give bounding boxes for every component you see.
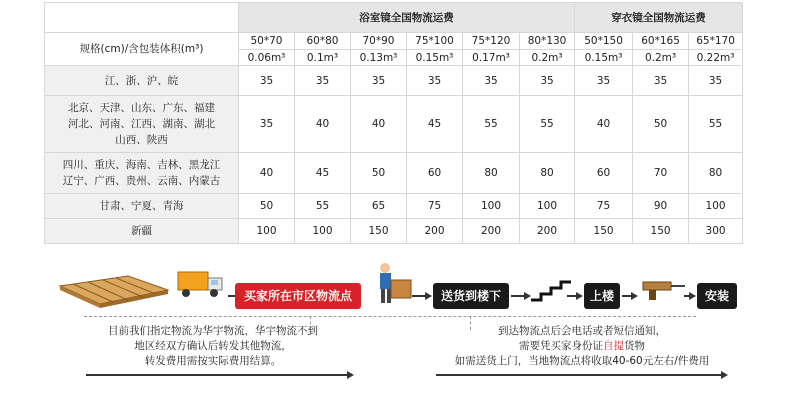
size-cell: 75*100 — [407, 33, 463, 50]
price-cell: 50 — [239, 194, 295, 219]
step-upstairs: 上楼 — [584, 283, 620, 309]
size-cell: 80*130 — [520, 33, 575, 50]
price-cell: 150 — [575, 219, 633, 244]
price-cell: 50 — [351, 153, 407, 194]
price-cell: 35 — [520, 66, 575, 96]
price-cell: 100 — [463, 194, 520, 219]
price-cell: 45 — [407, 96, 463, 153]
volume-cell: 0.2m³ — [520, 50, 575, 66]
flow-divider — [84, 316, 696, 317]
price-cell: 35 — [239, 66, 295, 96]
note-right-line-1: 到达物流点后会电话或者短信通知， — [498, 325, 666, 337]
price-cell: 200 — [520, 219, 575, 244]
price-cell: 35 — [351, 66, 407, 96]
price-cell: 40 — [239, 153, 295, 194]
table-row — [45, 153, 743, 194]
volume-cell: 0.22m³ — [689, 50, 743, 66]
drill-icon — [639, 276, 687, 302]
region-cell — [45, 153, 239, 194]
size-cell: 70*90 — [351, 33, 407, 50]
price-cell: 35 — [463, 66, 520, 96]
region-line: 新疆 — [131, 225, 152, 237]
price-cell: 100 — [295, 219, 351, 244]
price-cell: 50 — [633, 96, 689, 153]
price-cell: 55 — [689, 96, 743, 153]
delivery-flow — [44, 252, 742, 390]
price-cell: 80 — [463, 153, 520, 194]
size-cell: 50*70 — [239, 33, 295, 50]
region-cell — [45, 219, 239, 244]
region-cell — [45, 66, 239, 96]
price-cell: 90 — [633, 194, 689, 219]
price-cell: 300 — [689, 219, 743, 244]
price-cell: 65 — [351, 194, 407, 219]
region-line: 河北、河南、江西、湖南、湖北 — [68, 118, 215, 130]
self-pickup-highlight: 自提 — [603, 340, 624, 352]
note-right-arrow — [436, 374, 726, 376]
volume-cell: 0.15m³ — [575, 50, 633, 66]
price-cell: 200 — [463, 219, 520, 244]
note-left-line-1: 目前我们指定物流为华宇物流，华宇物流不到 — [108, 325, 318, 337]
flow-arrow-3 — [511, 295, 529, 297]
region-line: 山西、陕西 — [115, 134, 168, 146]
corner-cell — [45, 3, 239, 33]
size-cell: 60*165 — [633, 33, 689, 50]
table-row — [45, 66, 743, 96]
freight-table-container — [44, 2, 742, 244]
volume-cell: 0.13m³ — [351, 50, 407, 66]
note-right-line-2 — [432, 339, 732, 354]
freight-table — [44, 2, 743, 244]
volume-cell: 0.1m³ — [295, 50, 351, 66]
price-cell: 150 — [633, 219, 689, 244]
price-cell: 80 — [520, 153, 575, 194]
price-cell: 35 — [575, 66, 633, 96]
price-cell: 75 — [407, 194, 463, 219]
price-cell: 55 — [295, 194, 351, 219]
price-cell: 40 — [351, 96, 407, 153]
price-cell: 35 — [295, 66, 351, 96]
price-cell: 75 — [575, 194, 633, 219]
note-right-line-2a: 需要凭买家身份证 — [519, 340, 603, 352]
volume-cell: 0.2m³ — [633, 50, 689, 66]
price-cell: 35 — [239, 96, 295, 153]
price-cell: 100 — [239, 219, 295, 244]
table-row — [45, 219, 743, 244]
price-cell: 35 — [633, 66, 689, 96]
volume-cell: 0.17m³ — [463, 50, 520, 66]
flow-arrow-2 — [412, 295, 430, 297]
region-line: 江、浙、沪、皖 — [104, 74, 179, 87]
size-cell: 75*120 — [463, 33, 520, 50]
flow-arrow-5 — [622, 295, 636, 297]
price-cell: 150 — [351, 219, 407, 244]
price-cell: 100 — [520, 194, 575, 219]
step-deliver-downstairs: 送货到楼下 — [433, 283, 509, 309]
price-cell: 40 — [575, 96, 633, 153]
size-cell: 60*80 — [295, 33, 351, 50]
flow-arrow-4 — [567, 295, 581, 297]
region-cell — [45, 96, 239, 153]
stairs-icon — [531, 278, 571, 302]
region-cell — [45, 194, 239, 219]
note-right-line-2c: 货物 — [624, 340, 645, 352]
note-right-line-3: 如需送货上门，当地物流点将收取40-60元左右/件费用 — [454, 355, 710, 367]
step-pickup-point: 买家所在市区物流点 — [235, 283, 361, 309]
note-right — [432, 324, 732, 369]
price-cell: 200 — [407, 219, 463, 244]
price-cell: 60 — [407, 153, 463, 194]
region-line: 四川、重庆、海南、吉林、黑龙江 — [62, 159, 221, 171]
price-cell: 35 — [689, 66, 743, 96]
price-cell: 55 — [520, 96, 575, 153]
price-cell: 40 — [295, 96, 351, 153]
price-cell: 100 — [689, 194, 743, 219]
wardrobe-mirror-header: 穿衣镜全国物流运费 — [575, 3, 743, 33]
volume-cell: 0.15m³ — [407, 50, 463, 66]
truck-icon — [176, 268, 226, 302]
region-line: 辽宁、广西、贵州、云南、内蒙古 — [62, 175, 221, 187]
size-cell: 50*150 — [575, 33, 633, 50]
region-line: 甘肃、宁夏、青海 — [99, 200, 184, 212]
step-install: 安装 — [697, 283, 737, 309]
note-left-line-2: 地区经双方确认后转发其他物流， — [134, 340, 292, 352]
table-row — [45, 194, 743, 219]
delivery-man-icon — [373, 262, 413, 308]
price-cell: 55 — [463, 96, 520, 153]
region-line: 北京、天津、山东、广东、福建 — [68, 102, 215, 114]
price-cell: 60 — [575, 153, 633, 194]
table-row — [45, 96, 743, 153]
note-left — [100, 324, 326, 369]
volume-cell: 0.06m³ — [239, 50, 295, 66]
note-left-arrow — [86, 374, 352, 376]
bath-mirror-header: 浴室镜全国物流运费 — [239, 3, 575, 33]
price-cell: 70 — [633, 153, 689, 194]
flow-arrow-6 — [684, 295, 694, 297]
price-cell: 35 — [407, 66, 463, 96]
price-cell: 45 — [295, 153, 351, 194]
note-left-line-3: 转发费用需按实际费用结算。 — [144, 355, 282, 367]
price-cell: 80 — [689, 153, 743, 194]
size-cell: 65*170 — [689, 33, 743, 50]
pallet-icon — [58, 274, 170, 310]
spec-label: 规格(cm)/含包装体积(m³) — [45, 33, 239, 66]
